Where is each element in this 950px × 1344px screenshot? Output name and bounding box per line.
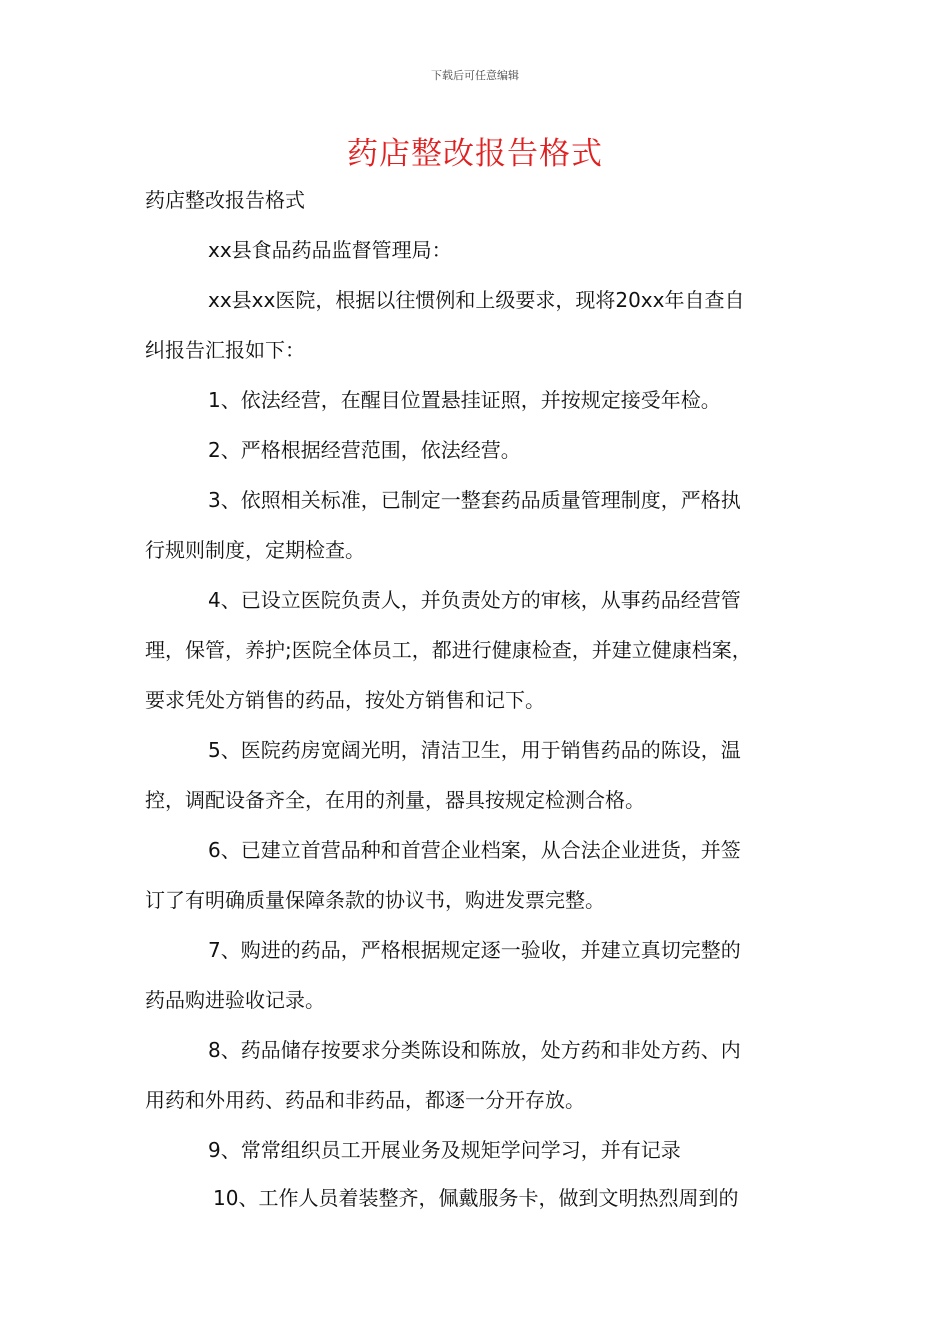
paragraph-line: 10、工作人员着装整齐，佩戴服务卡，做到文明热烈周到的 xyxy=(213,1186,739,1210)
paragraph-line: 5、医院药房宽阔光明，清洁卫生，用于销售药品的陈设，温 xyxy=(208,738,741,762)
paragraph-line: 4、已设立医院负责人，并负责处方的审核，从事药品经营管 xyxy=(208,588,741,612)
paragraph-line: 9、常常组织员工开展业务及规矩学问学习，并有记录 xyxy=(208,1138,681,1162)
paragraph-line: 行规则制度，定期检查。 xyxy=(145,538,365,562)
paragraph-line: 订了有明确质量保障条款的协议书，购进发票完整。 xyxy=(145,888,605,912)
paragraph-line: 要求凭处方销售的药品，按处方销售和记下。 xyxy=(145,688,545,712)
paragraph-line: 2、严格根据经营范围，依法经营。 xyxy=(208,438,521,462)
paragraph-line: 7、购进的药品，严格根据规定逐一验收，并建立真切完整的 xyxy=(208,938,741,962)
paragraph-line: 1、依法经营，在醒目位置悬挂证照，并按规定接受年检。 xyxy=(208,388,721,412)
paragraph-line: 药品购进验收记录。 xyxy=(145,988,325,1012)
addressee-line: xx县食品药品监督管理局： xyxy=(208,238,452,262)
paragraph-line: xx县xx医院，根据以往惯例和上级要求，现将20xx年自查自 xyxy=(208,288,745,312)
paragraph-line: 用药和外用药、药品和非药品，都逐一分开存放。 xyxy=(145,1088,585,1112)
paragraph-line: 控，调配设备齐全，在用的剂量，器具按规定检测合格。 xyxy=(145,788,645,812)
paragraph-line: 理，保管，养护;医院全体员工，都进行健康检查，并建立健康档案， xyxy=(145,638,752,662)
document-title: 药店整改报告格式 xyxy=(347,136,603,172)
header-note: 下载后可任意编辑 xyxy=(431,69,519,82)
subtitle-line: 药店整改报告格式 xyxy=(145,188,305,212)
paragraph-line: 纠报告汇报如下： xyxy=(145,338,305,362)
paragraph-line: 6、已建立首营品种和首营企业档案，从合法企业进货，并签 xyxy=(208,838,741,862)
paragraph-line: 8、药品储存按要求分类陈设和陈放，处方药和非处方药、内 xyxy=(208,1038,741,1062)
paragraph-line: 3、依照相关标准，已制定一整套药品质量管理制度，严格执 xyxy=(208,488,741,512)
